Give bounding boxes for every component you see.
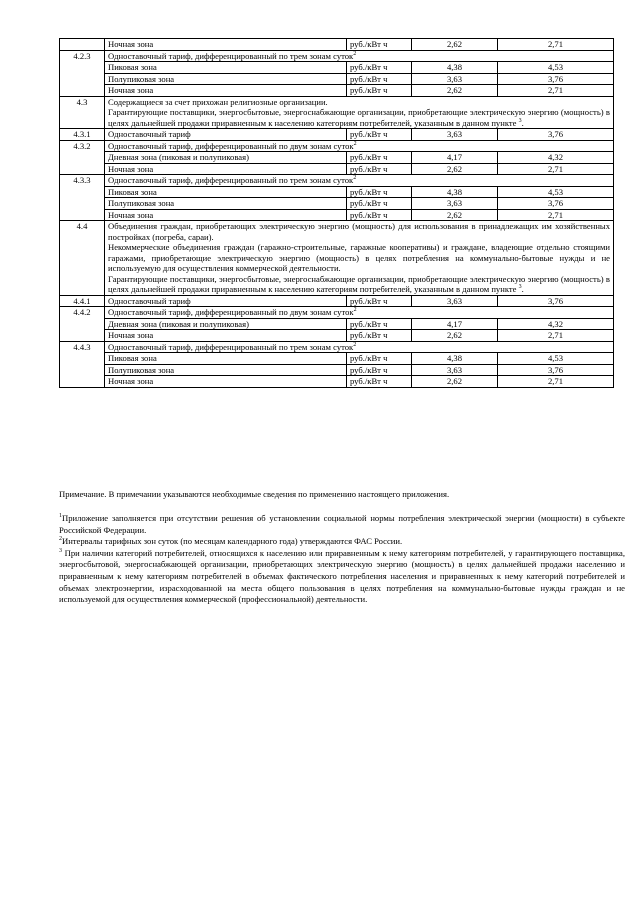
tariff-table-page	[59, 38, 613, 388]
table-row	[60, 163, 614, 175]
tariff-value-1: 3,63	[412, 364, 498, 376]
row-label: Ночная зона	[105, 376, 347, 388]
row-number: 4.4.2	[60, 307, 105, 342]
tariff-header-label: Одноставочный тариф, дифференцированный по трем зонам суток	[108, 341, 354, 352]
tariff-table	[59, 38, 614, 388]
tariff-value-2: 3,76	[498, 198, 614, 210]
row-number: 4.4.1	[60, 295, 105, 307]
footnote-text: Интервалы тарифных зон суток (по месяцам календарного года) утверждаются ФАС России.	[62, 536, 403, 547]
footnote-ref: 2	[353, 175, 357, 182]
tariff-header-label: Одноставочный тариф, дифференцированный по трем зонам суток	[108, 50, 354, 61]
unit-cell: руб./кВт ч	[347, 163, 412, 175]
footnote-ref: 2	[353, 140, 357, 147]
row-number: 4.3.3	[60, 175, 105, 221]
table-row	[60, 330, 614, 342]
section-paragraph: Гарантирующие поставщики, энергосбытовые, энергоснабжающие организации, приобретающие электрическую энергию (мощность) в целях дальнейшей продажи приравненным к населению категориям потребителей, указанным в данном пункте $^3$.	[108, 273, 610, 294]
footnote-mark: 1	[59, 513, 62, 520]
footnote-ref: 2	[353, 307, 357, 314]
tariff-value-2: 4,53	[498, 186, 614, 198]
section-paragraph-text: Гарантирующие поставщики, энергосбытовые, энергоснабжающие организации, приобретающие электрическую энергию (мощность) в целях дальнейшей продажи приравненным к населению категориям потребителей, указанным в данном пункте	[108, 107, 610, 128]
table-row	[60, 152, 614, 164]
table-row	[60, 140, 614, 152]
section-description	[105, 221, 614, 296]
row-label: Ночная зона	[105, 209, 347, 221]
table-row	[60, 73, 614, 85]
row-number: 4.2.3	[60, 50, 105, 96]
footnote-1	[59, 513, 625, 536]
unit-cell: руб./кВт ч	[347, 330, 412, 342]
row-label: Пиковая зона	[105, 62, 347, 74]
row-label: Пиковая зона	[105, 186, 347, 198]
tariff-value-2: 2,71	[498, 209, 614, 221]
row-label: Ночная зона	[105, 85, 347, 97]
tariff-value-1: 4,17	[412, 318, 498, 330]
row-number	[60, 39, 105, 51]
tariff-value-2: 4,53	[498, 353, 614, 365]
row-number: 4.3.1	[60, 129, 105, 141]
footnote-text: При наличии категорий потребителей, относящихся к населению или приравненным к нему категориям потребителей, у гарантирующего поставщика, энергосбытовой, энергоснабжающей организации, приобретающих электрическую энергию (мощность) в целях дальнейшей продажи населению и приравненным к нему категориям потребителей в объемах фактического потребления населения и приравненных к нему категорий потребителей и объемах электроэнергии, израсходованной на места общего пользования в целях потребления на коммунально-бытовые нужды граждан и не используемой для осуществления коммерческой (профессиональной) деятельности.	[59, 547, 625, 605]
table-row	[60, 318, 614, 330]
unit-cell: руб./кВт ч	[347, 209, 412, 221]
row-label: Пиковая зона	[105, 353, 347, 365]
footnote-mark: 3	[59, 547, 62, 554]
unit-cell: руб./кВт ч	[347, 376, 412, 388]
tariff-header	[105, 307, 614, 319]
table-row	[60, 50, 614, 62]
tariff-header	[105, 341, 614, 353]
unit-cell: руб./кВт ч	[347, 353, 412, 365]
section-paragraph: Объединения граждан, приобретающих электрическую энергию (мощность) для использования в принадлежащих им хозяйственных постройках (погреба, сараи).	[108, 221, 610, 242]
row-label: Ночная зона	[105, 163, 347, 175]
row-label: Одноставочный тариф	[105, 295, 347, 307]
tariff-value-1: 2,62	[412, 376, 498, 388]
tariff-value-2: 2,71	[498, 163, 614, 175]
footnote-ref: 2	[353, 50, 357, 57]
tariff-value-2: 2,71	[498, 39, 614, 51]
table-row	[60, 341, 614, 353]
tariff-value-1: 4,17	[412, 152, 498, 164]
unit-cell: руб./кВт ч	[347, 364, 412, 376]
tariff-value-1: 2,62	[412, 85, 498, 97]
table-row	[60, 198, 614, 210]
row-number: 4.3.2	[60, 140, 105, 175]
footnote-mark: 2	[59, 536, 62, 543]
tariff-header	[105, 140, 614, 152]
tariff-value-1: 2,62	[412, 39, 498, 51]
table-row	[60, 85, 614, 97]
row-label: Ночная зона	[105, 330, 347, 342]
unit-cell: руб./кВт ч	[347, 186, 412, 198]
section-description	[105, 96, 614, 129]
tariff-header	[105, 175, 614, 187]
tariff-value-1: 2,62	[412, 209, 498, 221]
tariff-value-2: 3,76	[498, 295, 614, 307]
table-row	[60, 295, 614, 307]
tariff-value-2: 3,76	[498, 364, 614, 376]
table-row	[60, 62, 614, 74]
row-label: Одноставочный тариф	[105, 129, 347, 141]
tariff-header-label: Одноставочный тариф, дифференцированный по двум зонам суток	[108, 140, 354, 151]
table-row	[60, 175, 614, 187]
table-row	[60, 209, 614, 221]
tariff-value-1: 3,63	[412, 198, 498, 210]
tariff-value-1: 3,63	[412, 129, 498, 141]
footnote-3	[59, 548, 625, 606]
unit-cell: руб./кВт ч	[347, 85, 412, 97]
table-row	[60, 129, 614, 141]
tariff-value-1: 4,38	[412, 62, 498, 74]
tariff-value-1: 2,62	[412, 330, 498, 342]
table-row	[60, 96, 614, 129]
footnotes	[59, 513, 625, 606]
row-label: Дневная зона (пиковая и полупиковая)	[105, 152, 347, 164]
tariff-value-2: 4,53	[498, 62, 614, 74]
unit-cell: руб./кВт ч	[347, 62, 412, 74]
tariff-value-1: 4,38	[412, 353, 498, 365]
tariff-header	[105, 50, 614, 62]
unit-cell: руб./кВт ч	[347, 73, 412, 85]
tariff-value-1: 3,63	[412, 295, 498, 307]
section-paragraph: Гарантирующие поставщики, энергосбытовые, энергоснабжающие организации, приобретающие электрическую энергию (мощность) в целях дальнейшей продажи приравненным к населению категориям потребителей, указанным в данном пункте $^3$.	[108, 107, 610, 128]
row-label: Полупиковая зона	[105, 364, 347, 376]
tariff-value-2: 4,32	[498, 318, 614, 330]
tariff-value-1: 3,63	[412, 73, 498, 85]
section-paragraph: Содержащиеся за счет прихожан религиозные организации.	[108, 96, 328, 107]
row-label: Ночная зона	[105, 39, 347, 51]
table-row	[60, 186, 614, 198]
table-row	[60, 353, 614, 365]
section-number: 4.3	[60, 96, 105, 129]
table-row	[60, 364, 614, 376]
unit-cell: руб./кВт ч	[347, 198, 412, 210]
section-paragraph-text: Гарантирующие поставщики, энергосбытовые, энергоснабжающие организации, приобретающие электрическую энергию (мощность) в целях дальнейшей продажи приравненным к населению категориям потребителей, указанным в данном пункте	[108, 273, 610, 294]
tariff-value-2: 2,71	[498, 85, 614, 97]
unit-cell: руб./кВт ч	[347, 152, 412, 164]
table-row	[60, 307, 614, 319]
tariff-header-label: Одноставочный тариф, дифференцированный по трем зонам суток	[108, 175, 354, 185]
footnote-ref: 3	[518, 284, 522, 291]
row-label: Полупиковая зона	[105, 73, 347, 85]
unit-cell: руб./кВт ч	[347, 39, 412, 51]
footnote-2	[59, 536, 625, 548]
unit-cell: руб./кВт ч	[347, 318, 412, 330]
appendix-note: Примечание. В примечании указываются необходимые сведения по применению настоящего приложения.	[59, 489, 450, 499]
tariff-value-2: 2,71	[498, 330, 614, 342]
table-row	[60, 376, 614, 388]
section-number: 4.4	[60, 221, 105, 296]
tariff-header-label: Одноставочный тариф, дифференцированный по двум зонам суток	[108, 307, 354, 317]
table-row	[60, 39, 614, 51]
section-paragraph: Некоммерческие объединения граждан (гаражно-строительные, гаражные кооперативы) и граждане, владеющие отдельно стоящими гаражами, приобретающие электрическую энергию (мощность) в целях потребления на коммунально-бытовые нужды и не используемую для осуществления коммерческой деятельности.	[108, 242, 610, 273]
row-label: Дневная зона (пиковая и полупиковая)	[105, 318, 347, 330]
tariff-value-2: 2,71	[498, 376, 614, 388]
row-number: 4.4.3	[60, 341, 105, 387]
tariff-value-2: 3,76	[498, 73, 614, 85]
footnote-text: Приложение заполняется при отсутствии решения об установлении социальной нормы потребления электрической энергии (мощности) в субъекте Российской Федерации.	[59, 513, 625, 535]
tariff-value-2: 4,32	[498, 152, 614, 164]
footnote-ref: 2	[353, 341, 357, 348]
row-label: Полупиковая зона	[105, 198, 347, 210]
tariff-value-2: 3,76	[498, 129, 614, 141]
tariff-value-1: 4,38	[412, 186, 498, 198]
unit-cell: руб./кВт ч	[347, 129, 412, 141]
footnote-ref: 3	[518, 117, 522, 124]
tariff-value-1: 2,62	[412, 163, 498, 175]
table-row	[60, 221, 614, 296]
unit-cell: руб./кВт ч	[347, 295, 412, 307]
